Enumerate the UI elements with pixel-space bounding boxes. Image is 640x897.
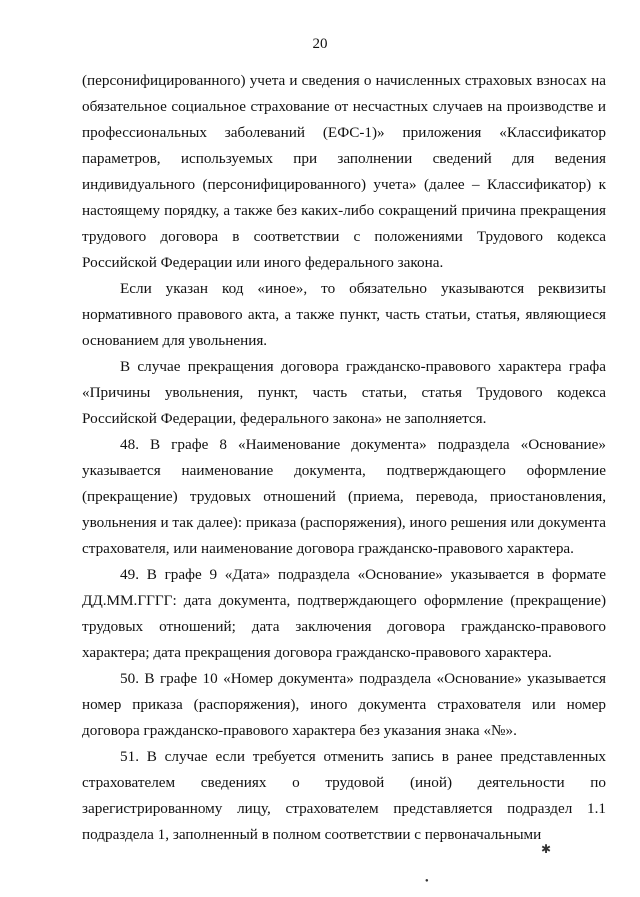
paragraph-item-49: 49. В графе 9 «Дата» подраздела «Основание» указывается в формате ДД.ММ.ГГГГ: дата документа, подтверждающего оформление (прекращение) трудовых отношений; дата заключения договора гражданско-правового характера; дата прекращения договора гражданско-правового характера. <box>82 566 606 661</box>
paragraph-item-51: 51. В случае если требуется отменить запись в ранее представленных страхователем сведениях о трудовой (иной) деятельности по зарегистрированному лицу, страхователем представляется подраздел 1.1 подраздела 1, заполненный в полном соответствии с первоначальными <box>82 748 606 843</box>
paragraph-other-code: Если указан код «иное», то обязательно указываются реквизиты нормативного правового акта, а также пункт, часть статьи, статья, являющиеся основанием для увольнения. <box>82 280 606 349</box>
paragraph-item-50: 50. В графе 10 «Номер документа» подраздела «Основание» указывается номер приказа (распоряжения), иного документа страхователя или номер договора гражданско-правового характера без указания знака «№». <box>82 670 606 739</box>
scan-dot: ● <box>425 878 429 884</box>
paragraph-continuation: (персонифицированного) учета и сведения о начисленных страховых взносах на обязательное социальное страхование от несчастных случаев на производстве и профессиональных заболеваний (ЕФС-1)» приложения «Классификатор параметров, используемых при заполнении сведений для ведения индивидуального (персонифицированного) учета» (далее – Классификатор) к настоящему порядку, а также без каких-либо сокращений причина прекращения трудового договора в соответствии с положениями Трудового кодекса Российской Федерации или иного федерального закона. <box>82 72 606 271</box>
page-number: 20 <box>312 36 328 52</box>
paragraph-item-48: 48. В графе 8 «Наименование документа» подраздела «Основание» указывается наименование документа, подтверждающего оформление (прекращение) трудовых отношений (приема, перевода, приостановления, увольнения и так далее): приказа (распоряжения), иного решения или документа страхователя, или наименование договора гражданско-правового характера. <box>82 436 606 557</box>
document-body <box>82 68 606 848</box>
paragraph-civil-contract: В случае прекращения договора гражданско-правового характера графа «Причины увольнения, пункт, часть статьи, статья Трудового кодекса Российской Федерации, федерального закона» не заполняется. <box>82 358 606 427</box>
scan-speck: ✱ <box>541 842 552 856</box>
